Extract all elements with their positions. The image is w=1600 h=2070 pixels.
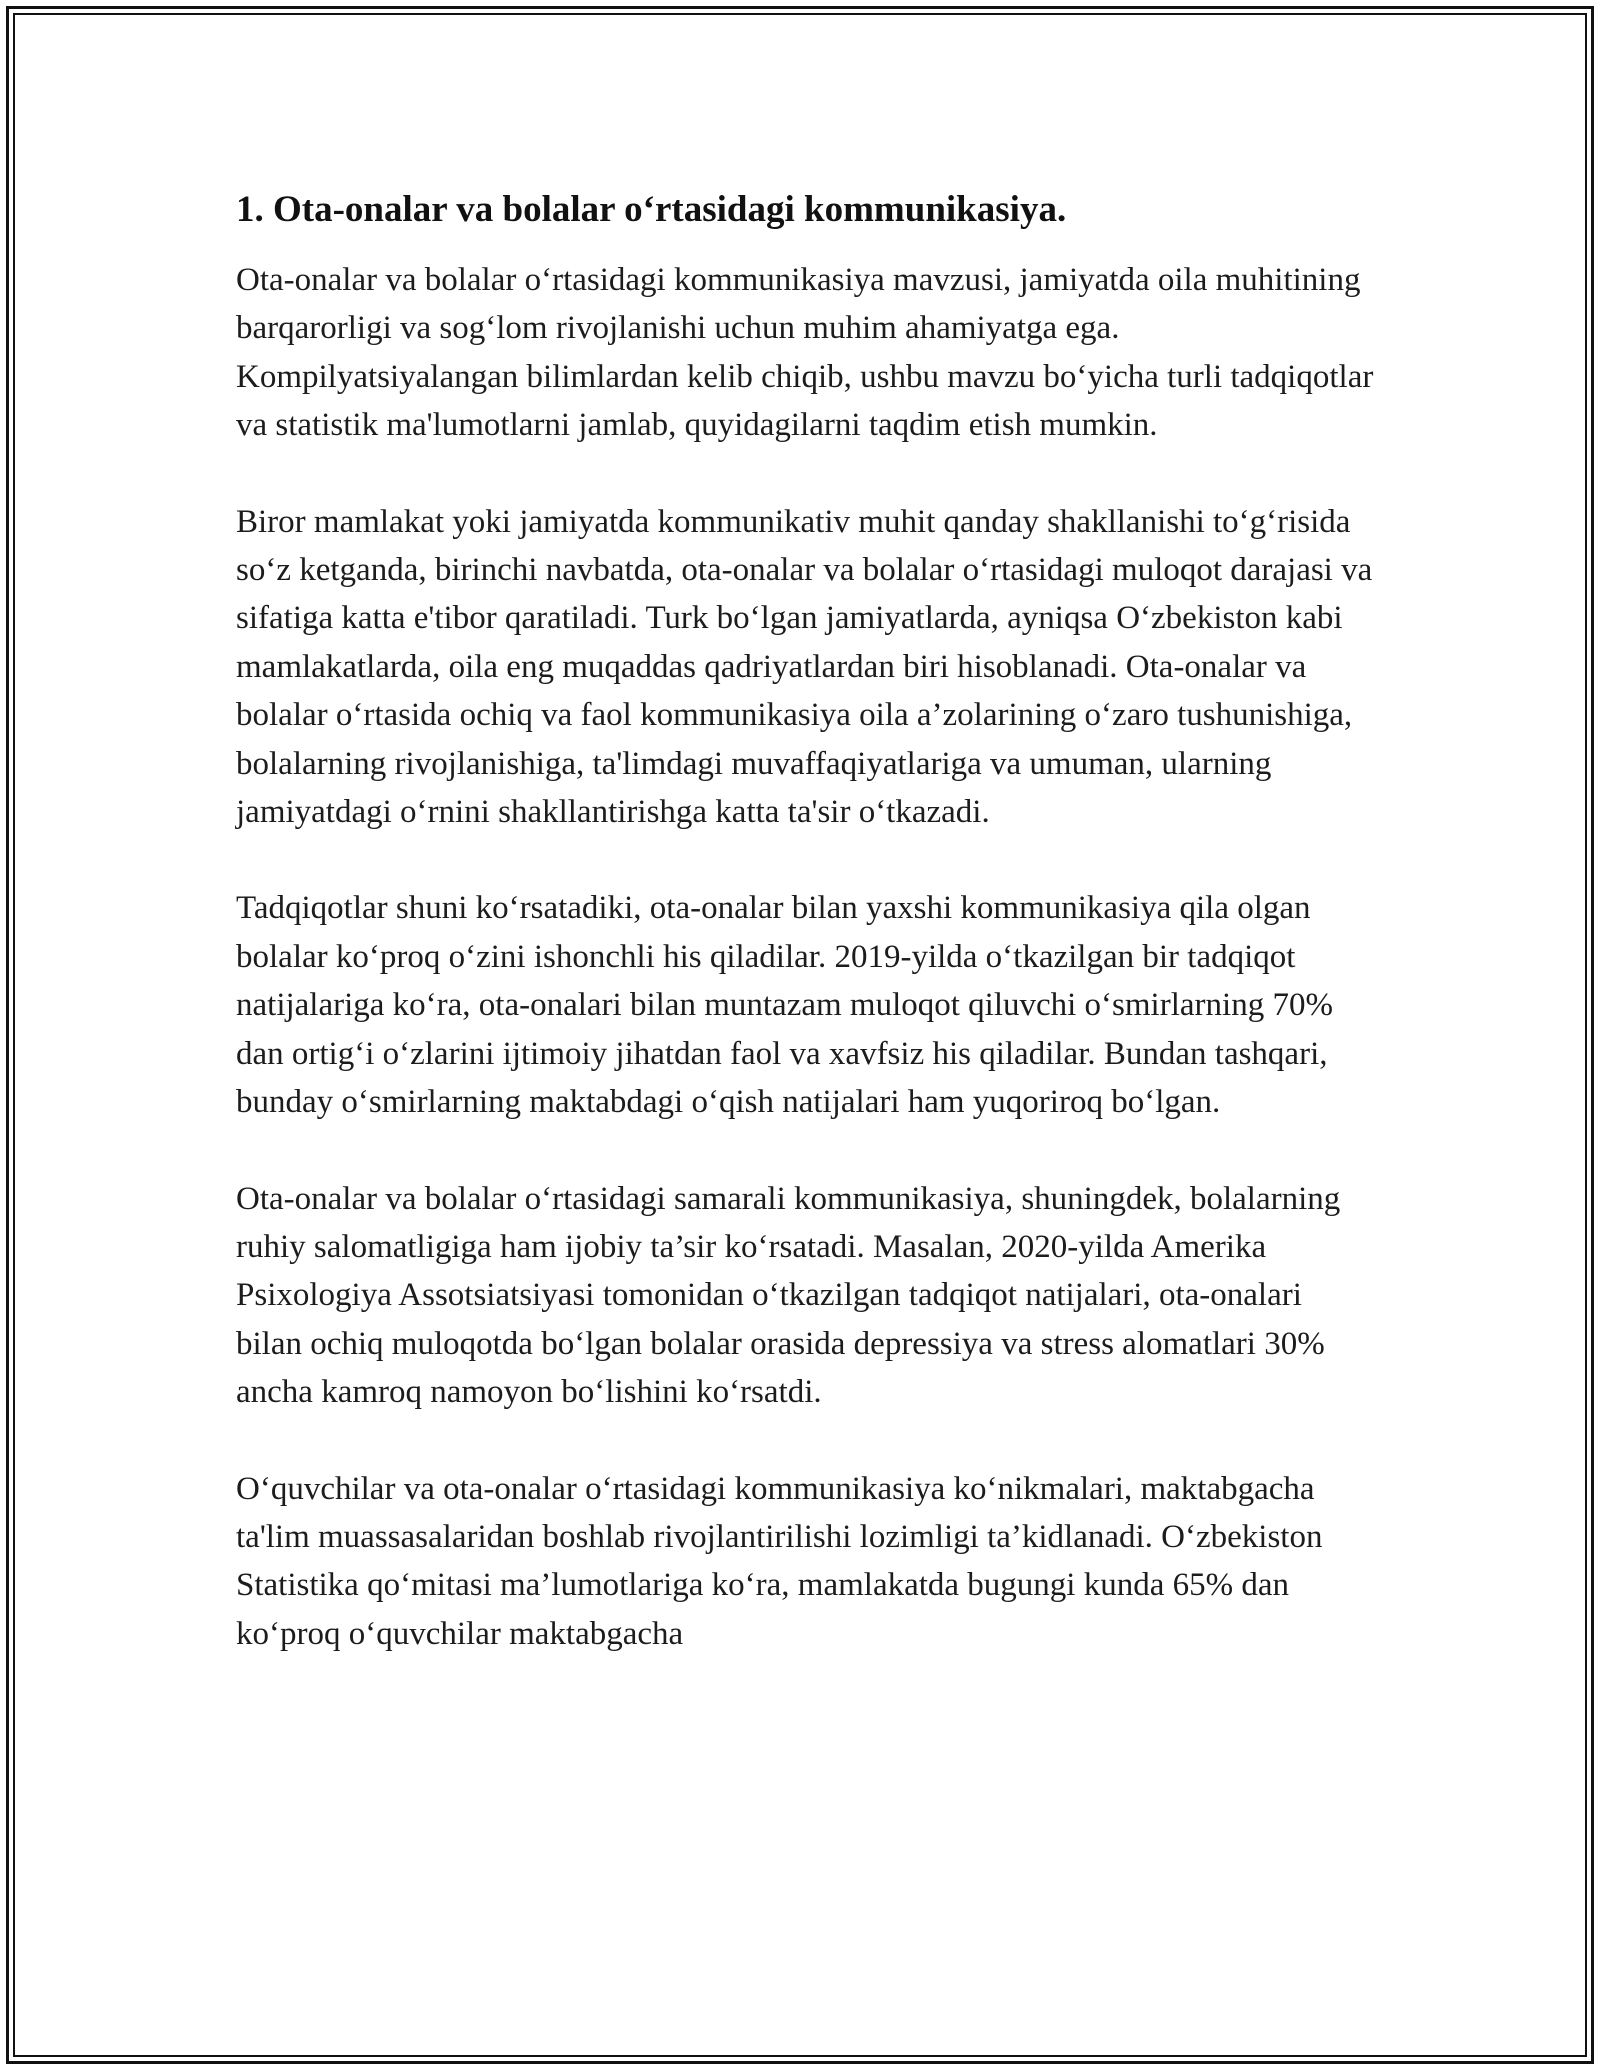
paragraph-intro: Ota-onalar va bolalar o‘rtasidagi kommunikasiya mavzusi, jamiyatda oila muhitining barqarorligi va sog‘lom rivojlanishi uchun muhim ahamiyatga ega. Kompilyatsiyalangan bilimlardan kelib chiqib, ushbu mavzu bo‘yicha turli tadqiqotlar va statistik ma'lumotlarni jamlab, quyidagilarni taqdim etish mumkin. bbox=[236, 262, 1374, 444]
section-heading: 1. Ota-onalar va bolalar o‘rtasidagi kommunikasiya. bbox=[236, 189, 1067, 230]
document-body bbox=[236, 186, 1376, 1658]
paragraph-mental-health: Ota-onalar va bolalar o‘rtasidagi samarali kommunikasiya, shuningdek, bolalarning ruhiy salomatligiga ham ijobiy ta’sir ko‘rsatadi. Masalan, 2020-yilda Amerika Psixologiya Assotsiatsiyasi tomonidan o‘tkazilgan tadqiqot natijalari, ota-onalari bilan ochiq muloqotda bo‘lgan bolalar orasida depressiya va stress alomatlari 30% ancha kamroq namoyon bo‘lishini ko‘rsatdi. bbox=[236, 1180, 1341, 1411]
paragraph-preschool-skills: O‘quvchilar va ota-onalar o‘rtasidagi kommunikasiya ko‘nikmalari, maktabgacha ta'lim muassasalaridan boshlab rivojlantirilishi lozimligi ta’kidlanadi. O‘zbekiston Statistika qo‘mitasi ma’lumotlariga ko‘ra, mamlakatda bugungi kunda 65% dan ko‘proq o‘quvchilar maktabgacha bbox=[236, 1470, 1323, 1652]
paragraph-communicative-environment: Biror mamlakat yoki jamiyatda kommunikativ muhit qanday shakllanishi to‘g‘risida so‘z ketganda, birinchi navbatda, ota-onalar va bolalar o‘rtasidagi muloqot darajasi va sifatiga katta e'tibor qaratiladi. Turk bo‘lgan jamiyatlarda, ayniqsa O‘zbekiston kabi mamlakatlarda, oila eng muqaddas qadriyatlardan biri hisoblanadi. Ota-onalar va bolalar o‘rtasida ochiq va faol kommunikasiya oila a’zolarining o‘zaro tushunishiga, bolalarning rivojlanishiga, ta'limdagi muvaffaqiyatlariga va umuman, ularning jamiyatdagi o‘rnini shakllantirishga katta ta'sir o‘tkazadi. bbox=[236, 503, 1373, 831]
paragraph-research-confidence: Tadqiqotlar shuni ko‘rsatadiki, ota-onalar bilan yaxshi kommunikasiya qila olgan bolalar ko‘proq o‘zini ishonchli his qiladilar. 2019-yilda o‘tkazilgan bir tadqiqot natijalariga ko‘ra, ota-onalari bilan muntazam muloqot qiluvchi o‘smirlarning 70% dan ortig‘i o‘zlarini ijtimoiy jihatdan faol va xavfsiz his qiladilar. Bundan tashqari, bunday o‘smirlarning maktabdagi o‘qish natijalari ham yuqoriroq bo‘lgan. bbox=[236, 890, 1333, 1121]
